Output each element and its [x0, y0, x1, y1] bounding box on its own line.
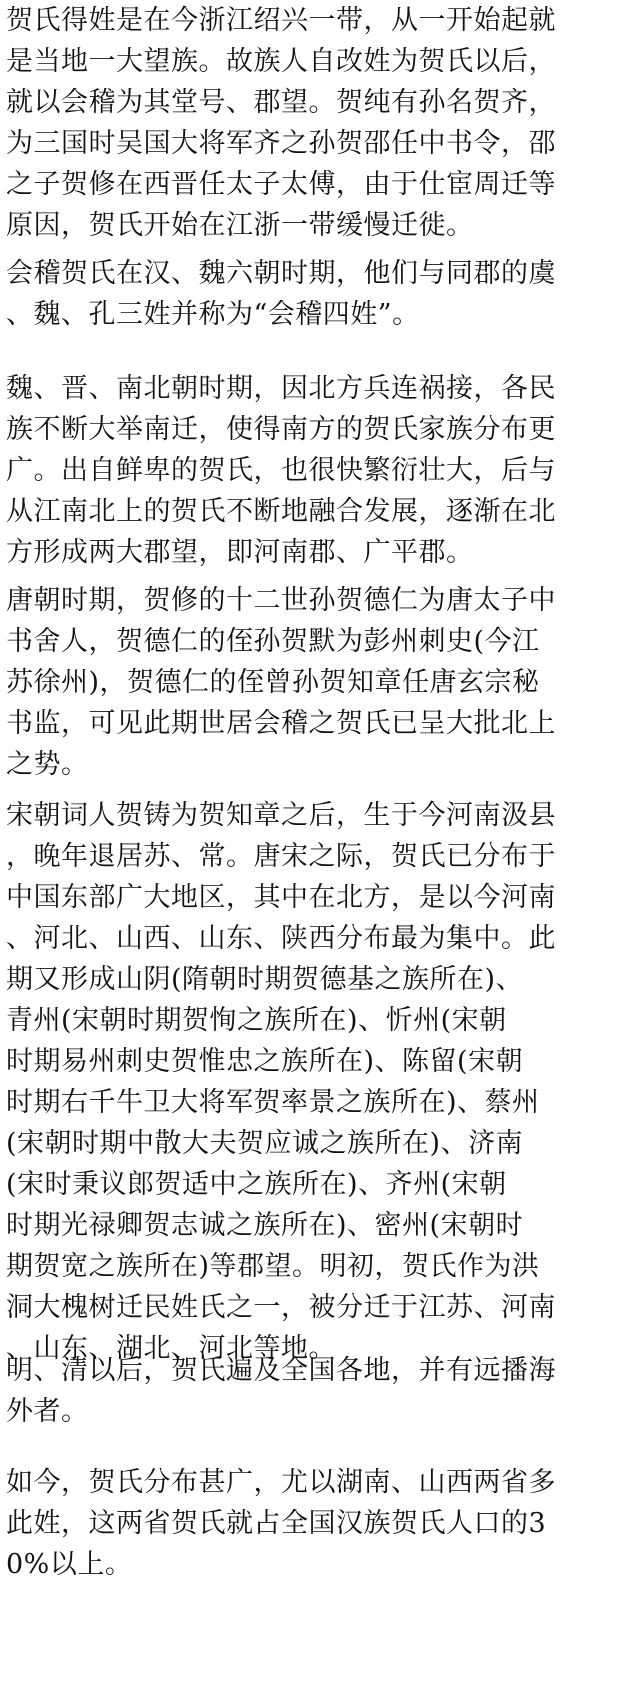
text-line: 之子贺修在西晋任太子太傅，由于仕宦周迁等 [6, 169, 556, 200]
text-line: 就以会稽为其堂号、郡望。贺纯有孙名贺齐， [6, 87, 556, 118]
text-line: 之势。 [6, 749, 89, 780]
text-line: 中国东部广大地区，其中在北方，是以今河南 [6, 882, 556, 913]
text-line: 魏、晋、南北朝时期，因北方兵连祸接，各民 [6, 373, 556, 404]
text-line: 时期光禄卿贺志诚之族所在)、密州(宋朝时 [6, 1210, 524, 1241]
text-line: (宋朝时期中散大夫贺应诚之族所在)、济南 [6, 1128, 524, 1159]
text-line: 原因，贺氏开始在江浙一带缓慢迁徙。 [6, 210, 474, 241]
text-line: 是当地一大望族。故族人自改姓为贺氏以后， [6, 46, 556, 77]
text-line: 贺氏得姓是在今浙江绍兴一带，从一开始起就 [6, 5, 556, 36]
text-line: 洞大槐树迁民姓氏之一，被分迁于江苏、河南 [6, 1292, 556, 1323]
text-line: 从江南北上的贺氏不断地融合发展，逐渐在北 [6, 496, 556, 527]
text-line: 、河北、山西、山东、陕西分布最为集中。此 [6, 923, 556, 954]
text-line: 方形成两大郡望，即河南郡、广平郡。 [6, 537, 474, 568]
text-line: ，晚年退居苏、常。唐宋之际，贺氏已分布于 [6, 841, 556, 872]
text-line: 期贺宽之族所在)等郡望。明初，贺氏作为洪 [6, 1251, 540, 1282]
text-line: 时期右千牛卫大将军贺率景之族所在)、蔡州 [6, 1087, 540, 1118]
paragraph-ming-qing [6, 1350, 586, 1432]
text-line: 唐朝时期，贺修的十二世孙贺德仁为唐太子中 [6, 585, 556, 616]
paragraph-today [6, 1462, 586, 1585]
text-line: (宋时秉议郎贺适中之族所在)、齐州(宋朝 [6, 1169, 507, 1200]
text-line: 时期易州刺史贺惟忠之族所在)、陈留(宋朝 [6, 1046, 524, 1077]
text-line: 外者。 [6, 1396, 89, 1427]
text-line: 如今，贺氏分布甚广，尤以湖南、山西两省多 [6, 1467, 556, 1498]
paragraph-origin [6, 0, 586, 246]
text-line: 此姓，这两省贺氏就占全国汉族贺氏人口的3 [6, 1508, 547, 1539]
paragraph-tang [6, 580, 586, 785]
text-line: 书舍人，贺德仁的侄孙贺默为彭州刺史(今江 [6, 626, 540, 657]
text-line: 期又形成山阴(隋朝时期贺德基之族所在)、 [6, 964, 524, 995]
text-line: 族不断大举南迁，使得南方的贺氏家族分布更 [6, 414, 556, 445]
text-line: 0%以上。 [6, 1549, 133, 1580]
text-line: 宋朝词人贺铸为贺知章之后，生于今河南汲县 [6, 800, 556, 831]
paragraph-han-wei [6, 253, 586, 335]
text-line: 、山东、湖北、河北等地。 [6, 1333, 336, 1364]
text-line: 、魏、孔三姓并称为“会稽四姓”。 [6, 299, 420, 330]
paragraph-northern-southern [6, 368, 586, 573]
text-line: 青州(宋朝时期贺恂之族所在)、忻州(宋朝 [6, 1005, 507, 1036]
text-line: 广。出自鲜卑的贺氏，也很快繁衍壮大，后与 [6, 455, 556, 486]
paragraph-song [6, 795, 586, 1369]
text-line: 苏徐州)，贺德仁的侄曾孙贺知章任唐玄宗秘 [6, 667, 540, 698]
text-line: 会稽贺氏在汉、魏六朝时期，他们与同郡的虞 [6, 258, 556, 289]
text-line: 为三国时吴国大将军齐之孙贺邵任中书令，邵 [6, 128, 556, 159]
text-line: 书监，可见此期世居会稽之贺氏已呈大批北上 [6, 708, 556, 739]
text-line: 明、清以后，贺氏遍及全国各地，并有远播海 [6, 1355, 556, 1386]
